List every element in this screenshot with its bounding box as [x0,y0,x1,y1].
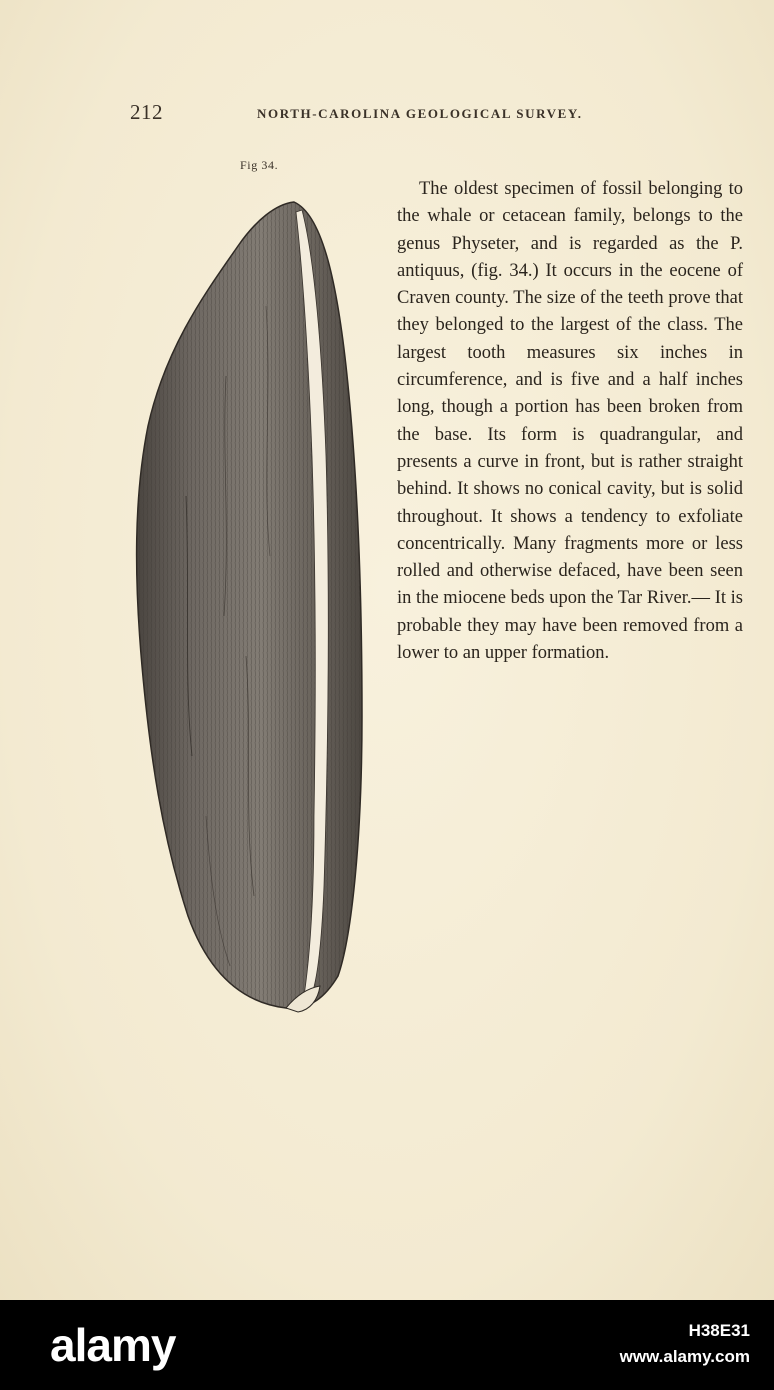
watermark-site: www.alamy.com [619,1347,750,1366]
running-head: NORTH-CAROLINA GEOLOGICAL SURVEY. [257,106,583,121]
image-id: H38E31 [688,1321,750,1340]
figure-label: Fig 34. [240,158,279,172]
watermark-info [620,1318,750,1370]
body-paragraph: The oldest specimen of fossil belonging to the whale or cetacean family, belongs to the genus Physeter, and is regarded as the P. antiquus, (fig. 34.) It occurs in the eocene of Craven county. The size of the teeth prove that they belonged to the largest of the class. The largest tooth measures six inches in circumference, and is five and a half inches long, though a portion has been broken from the base. Its form is quadrangular, and presents a curve in front, but is rather straight behind. It shows no conical cavity, but is solid throughout. It shows a tendency to exfoliate concentrically. Many fragments more or less rolled and otherwise defaced, have been seen in the miocene beds upon the Tar River.— It is probable they may have been removed from a lower to an upper formation. [397,179,743,664]
watermark-logo: alamy [50,1319,176,1371]
tooth-illustration [126,196,370,1016]
page-number: 212 [130,100,163,124]
